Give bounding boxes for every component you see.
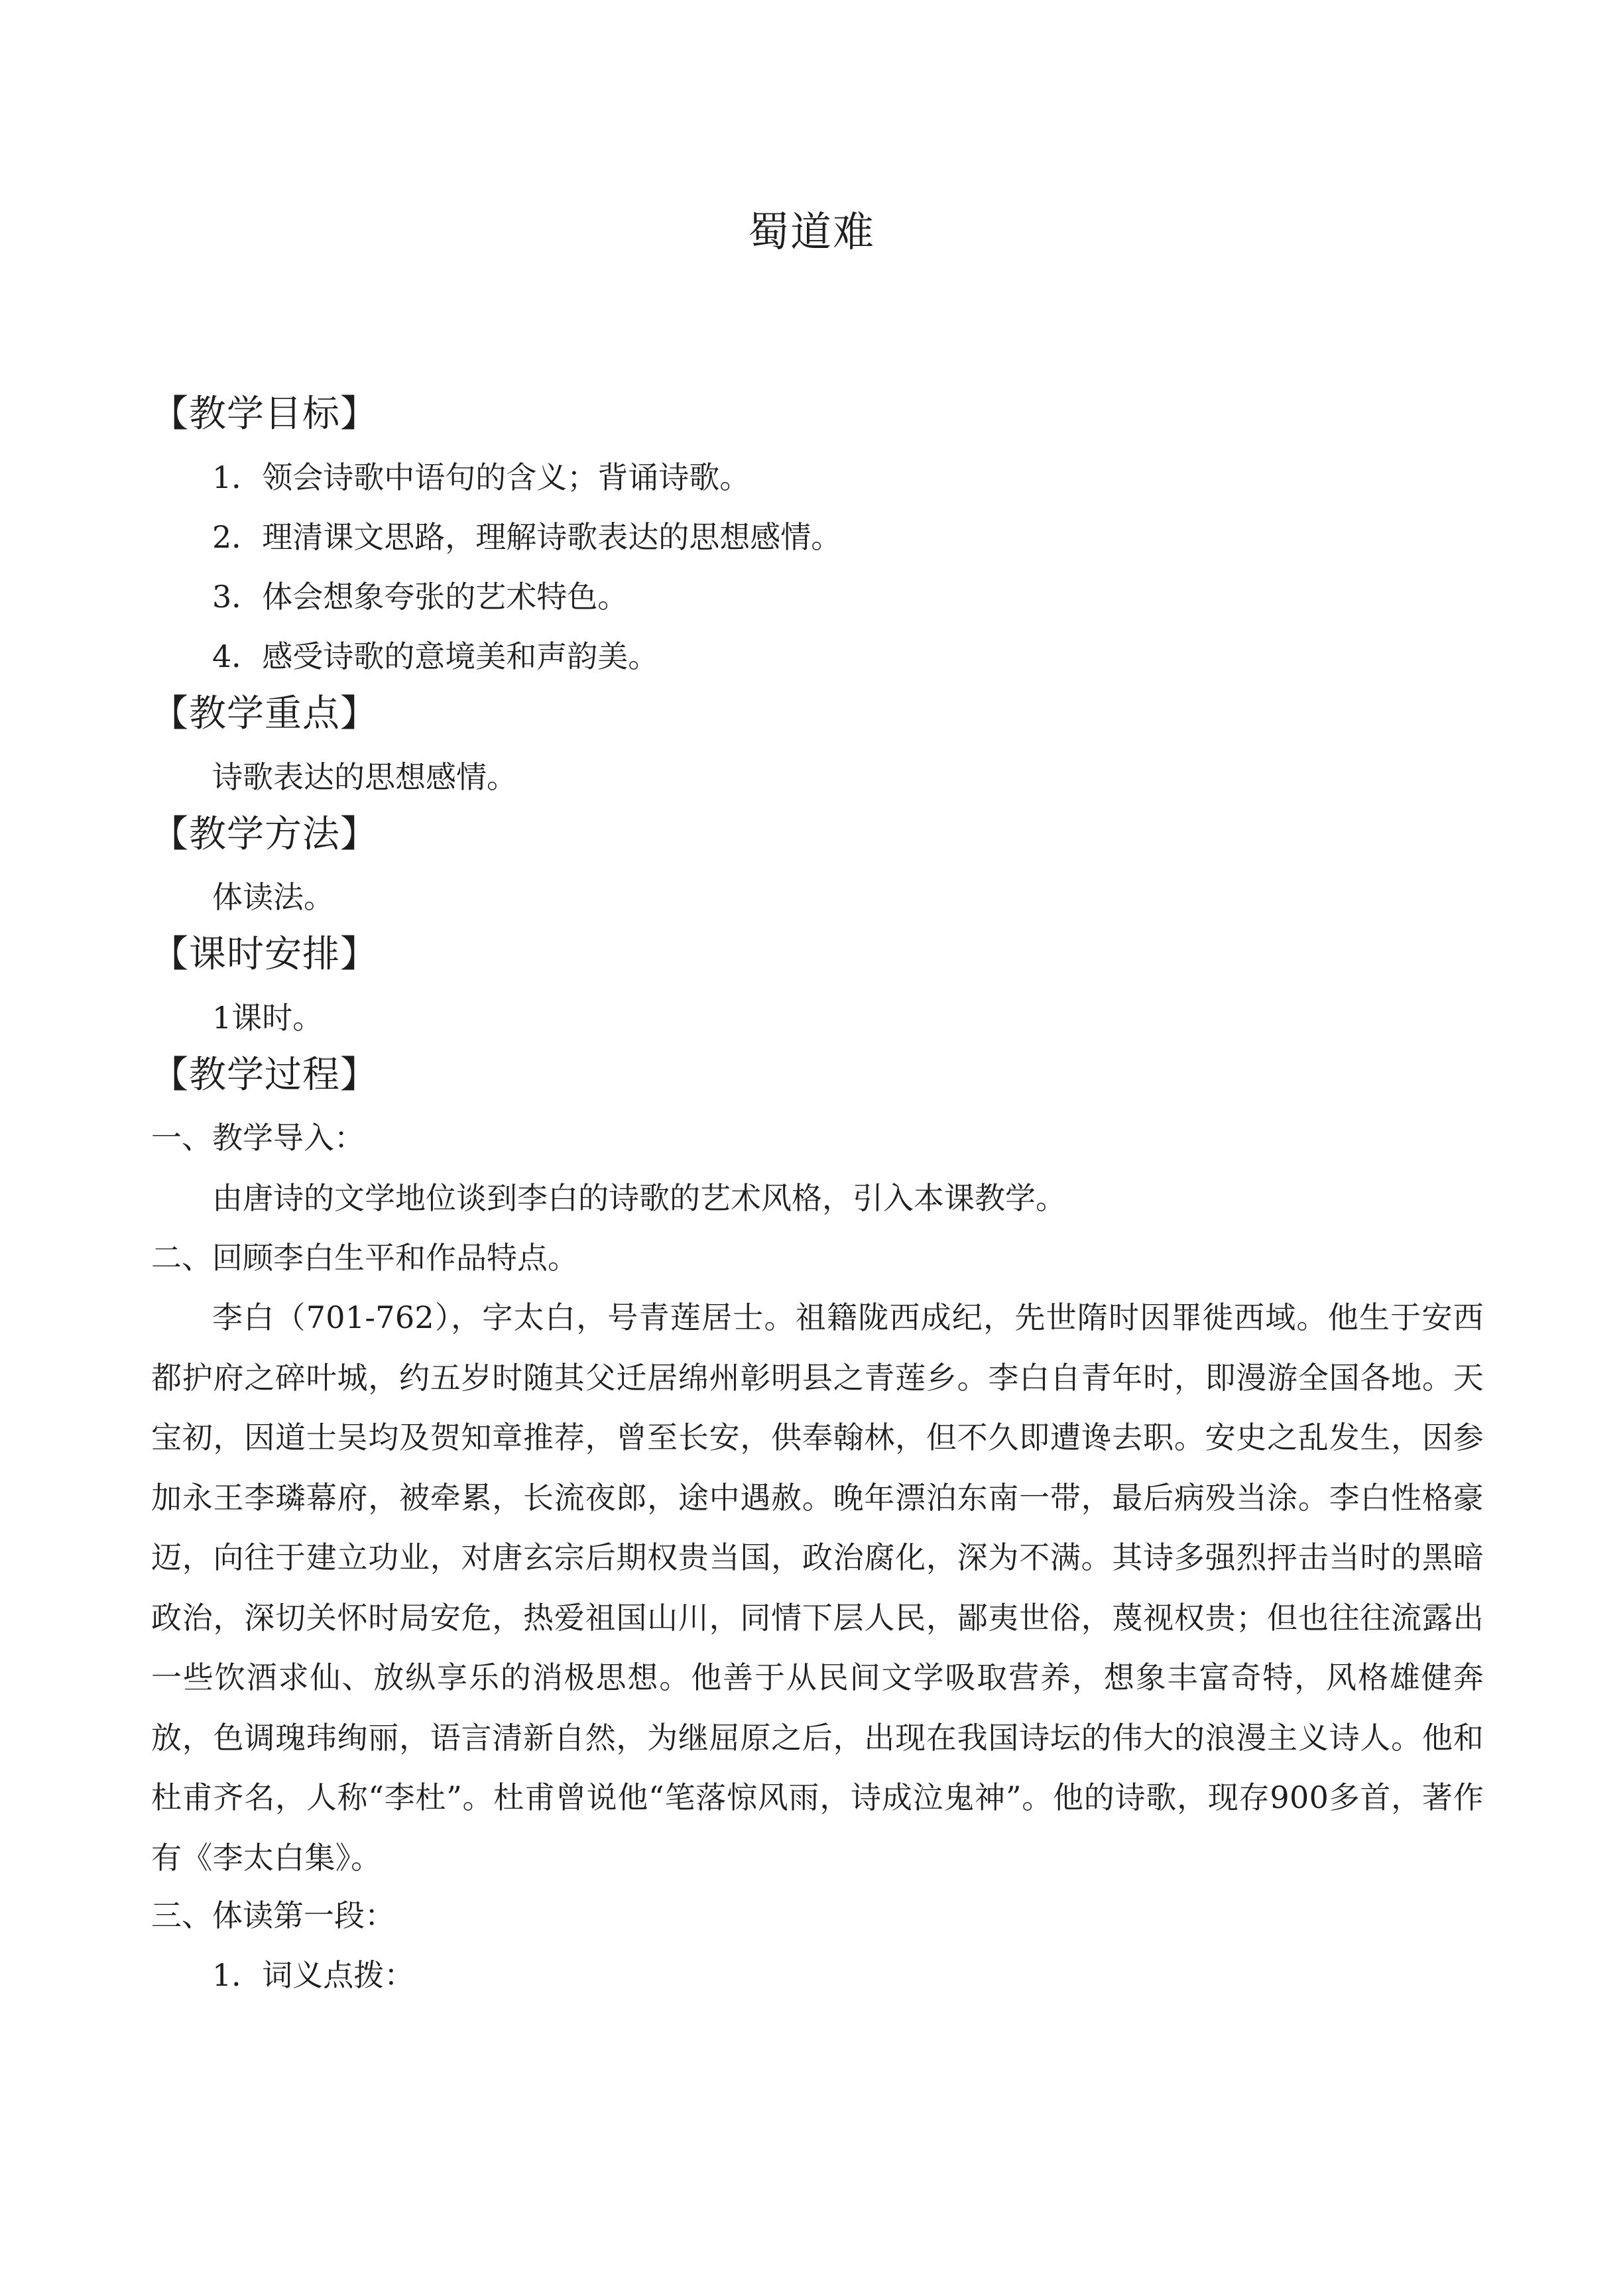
process-step1-text: 由唐诗的文学地位谈到李白的诗歌的艺术风格，引入本课教学。 (212, 1180, 1066, 1216)
schedule-text: 1课时。 (212, 1000, 324, 1036)
schedule-heading: 【课时安排】 (151, 933, 378, 976)
key-point-text: 诗歌表达的思想感情。 (212, 759, 517, 795)
method-heading: 【教学方法】 (151, 813, 378, 856)
document-title: 蜀道难 (747, 208, 875, 256)
method-text: 体读法。 (212, 879, 334, 915)
li-bai-biography-paragraph: 李白（701-762），字太白，号青莲居士。祖籍陇西成纪，先世隋时因罪徙西域。他生于安西都护府之碎叶城，约五岁时随其父迁居绵州彰明县之青莲乡。李白自青年时，即漫游全国各地。天宝初，因道士吴均及贺知章推荐，曾至长安，供奉翰林，但不久即遭谗去职。安史之乱发生，因参加永王李璘幕府，被牵累，长流夜郎，途中遇赦。晚年漂泊东南一带，最后病殁当涂。李白性格豪迈，向往于建立功业，对唐玄宗后期权贵当国，政治腐化，深为不满。其诗多强烈抨击当时的黑暗政治，深切关怀时局安危，热爱祖国山川，同情下层人民，鄙夷世俗，蔑视权贵；但也往往流露出一些饮酒求仙、放纵享乐的消极思想。他善于从民间文学吸取营养，想象丰富奇特，风格雄健奔放，色调瑰玮绚丽，语言清新自然，为继屈原之后，出现在我国诗坛的伟大的浪漫主义诗人。他和杜甫齐名，人称“李杜”。杜甫曾说他“笔落惊风雨，诗成泣鬼神”。他的诗歌，现存900多首，著作有《李太白集》。 (151, 1299, 1484, 1876)
objective-item-1: 1．领会诗歌中语句的含义；背诵诗歌。 (212, 459, 751, 495)
process-step3-heading: 三、体读第一段： (151, 1898, 395, 1933)
process-heading: 【教学过程】 (151, 1054, 378, 1097)
process-step2-heading: 二、回顾李白生平和作品特点。 (151, 1240, 578, 1276)
objectives-heading: 【教学目标】 (151, 393, 378, 436)
objective-item-3: 3．体会想象夸张的艺术特色。 (212, 579, 629, 615)
process-step1-heading: 一、教学导入： (151, 1120, 365, 1156)
objective-item-4: 4．感受诗歌的意境美和声韵美。 (212, 638, 659, 674)
key-point-heading: 【教学重点】 (151, 692, 378, 735)
process-step3-item-1: 1．词义点拨： (212, 1957, 415, 1993)
objective-item-2: 2．理清课文思路，理解诗歌表达的思想感情。 (212, 519, 842, 555)
